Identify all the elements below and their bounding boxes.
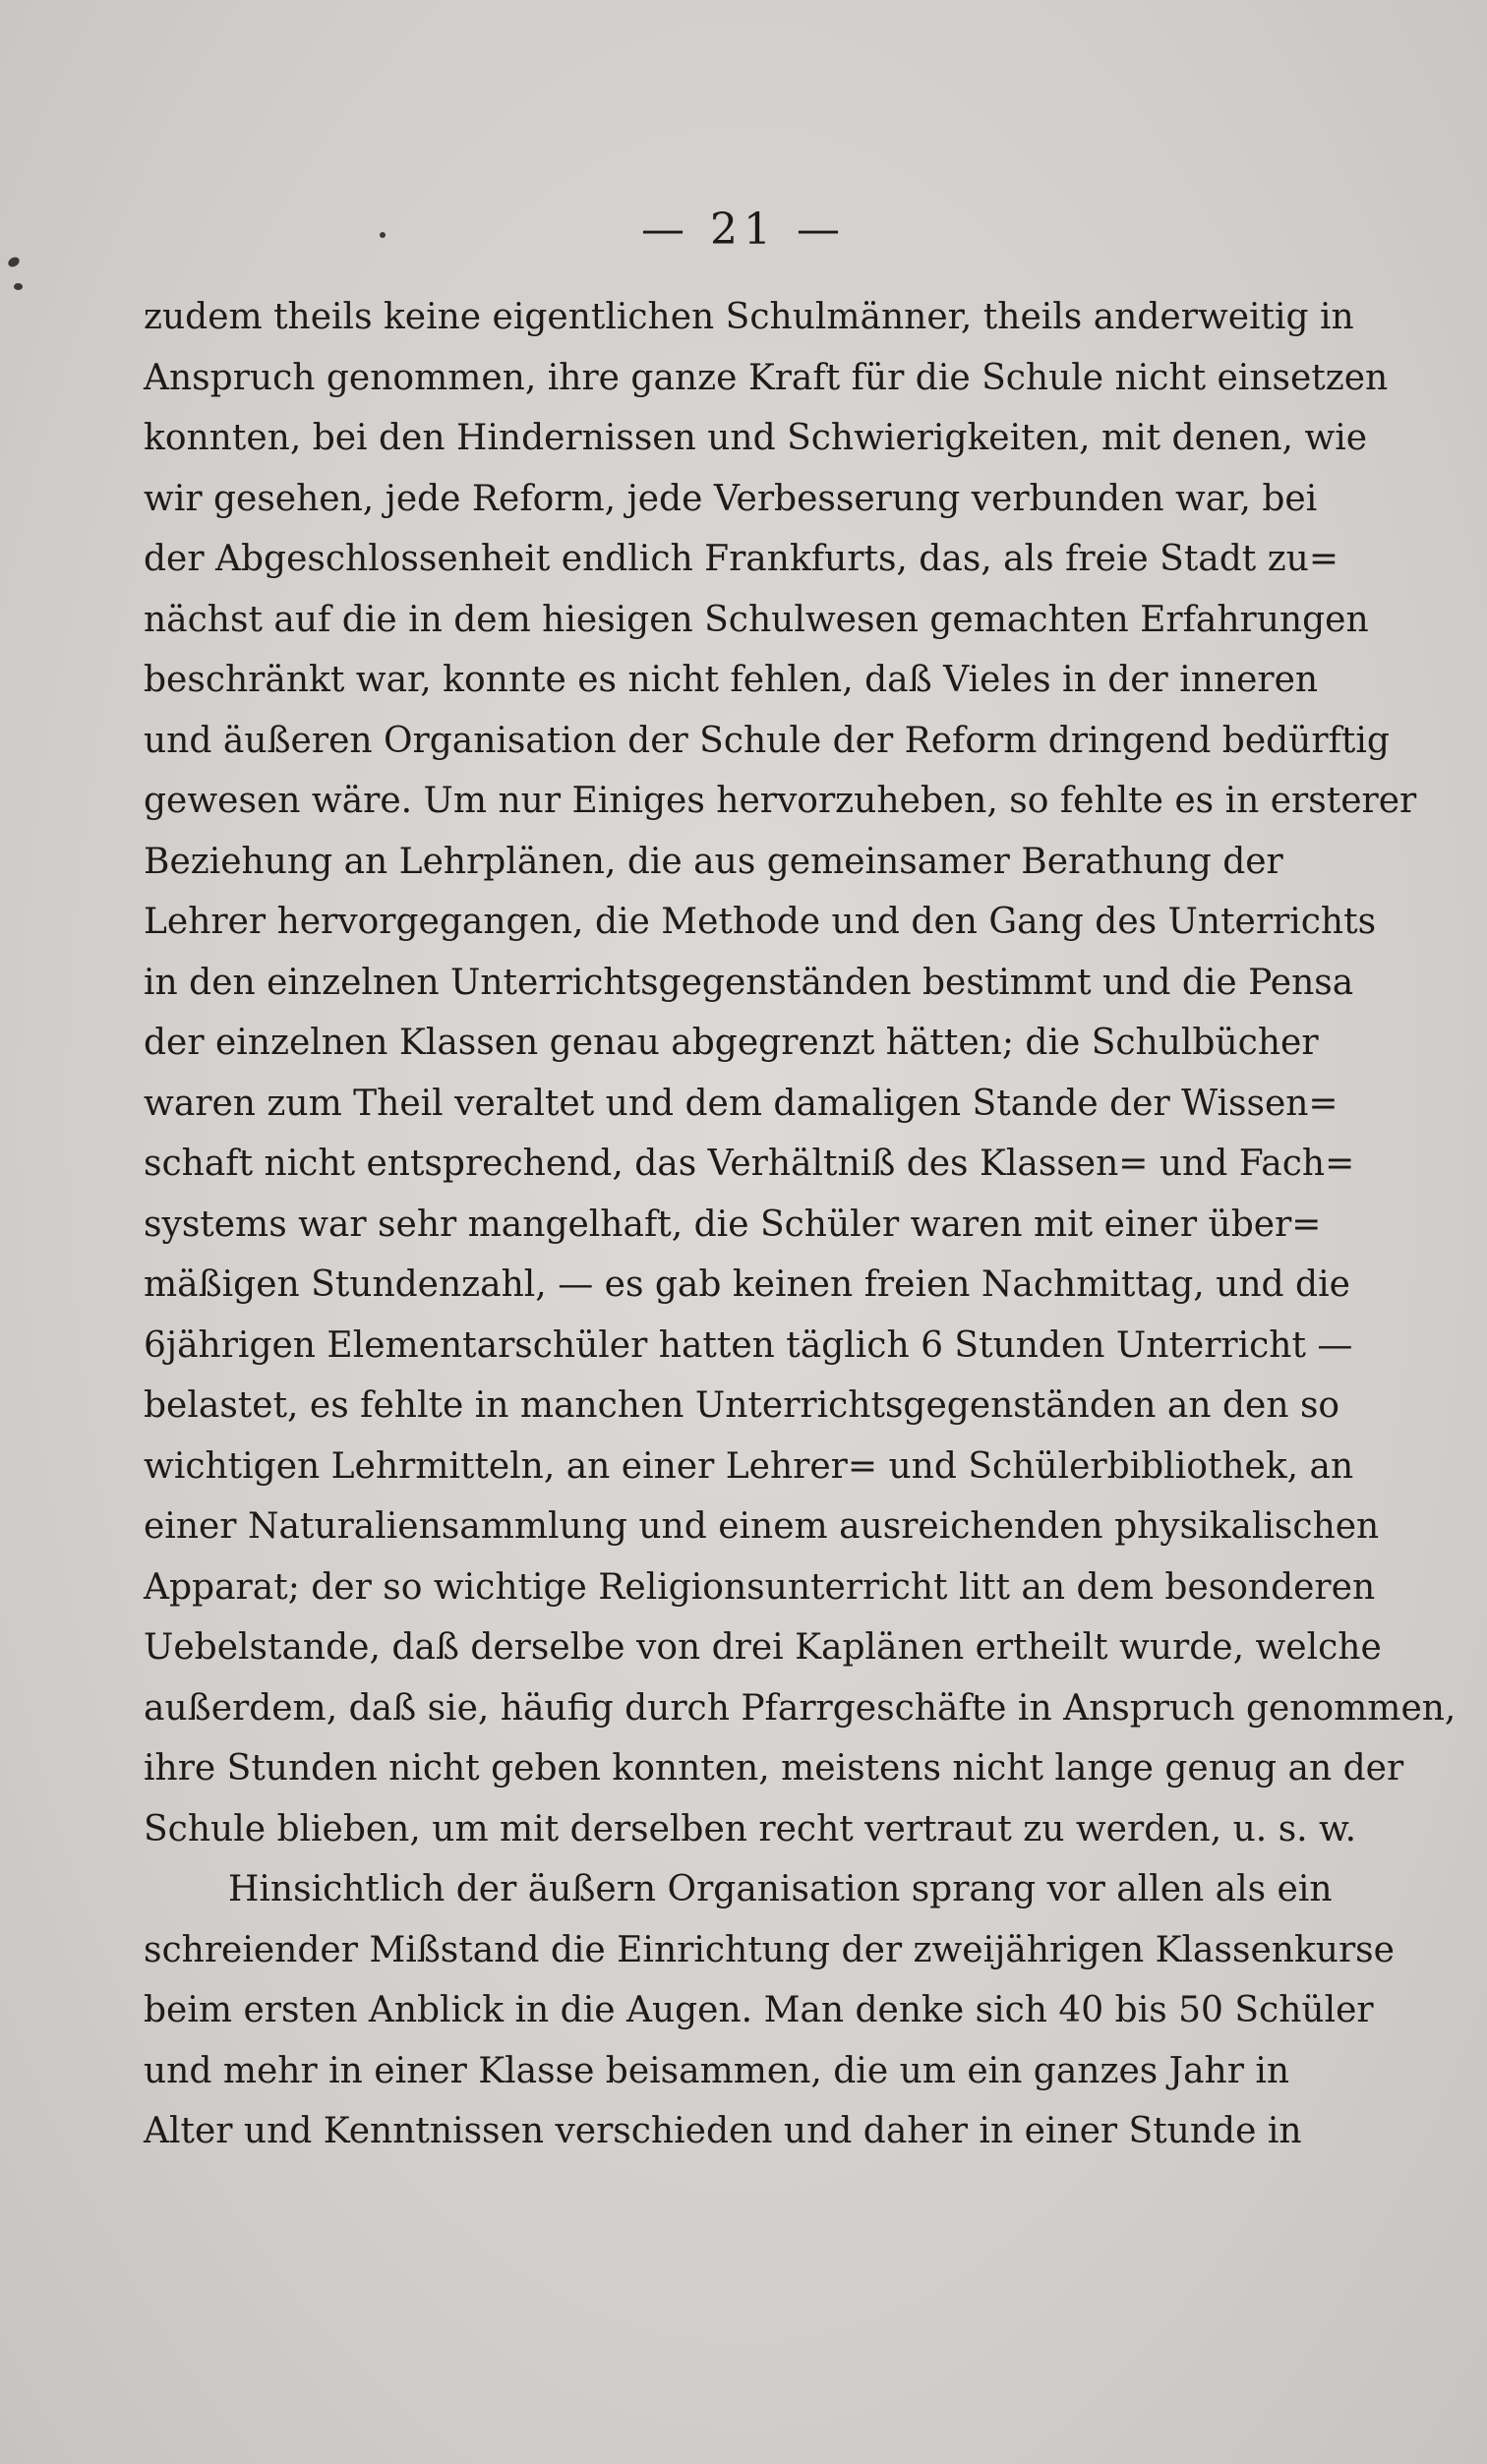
text-line: 6jährigen Elementarschüler hatten täglich 6 Stunden Unterricht — xyxy=(144,1324,1353,1366)
text-line: schreiender Mißstand die Einrichtung der zweijährigen Klassenkurse xyxy=(144,1929,1395,1970)
text-line: der Abgeschlossenheit endlich Frankfurts, das, als freie Stadt zu= xyxy=(144,539,1339,579)
text-line: wichtigen Lehrmitteln, an einer Lehrer= und Schülerbibliothek, an xyxy=(144,1445,1354,1487)
text-line: außerdem, daß sie, häufig durch Pfarrgeschäfte in Anspruch genommen, xyxy=(144,1687,1457,1729)
text-line: Beziehung an Lehrplänen, die aus gemeinsamer Berathung der xyxy=(144,841,1283,882)
ink-speck xyxy=(14,283,23,290)
text-line: Anspruch genommen, ihre ganze Kraft für die Schule nicht einsetzen xyxy=(144,357,1389,398)
text-line: beim ersten Anblick in die Augen. Man denke sich 40 bis 50 Schüler xyxy=(144,1990,1374,2030)
text-line: Uebelstande, daß derselbe von drei Kaplänen ertheilt wurde, welche xyxy=(144,1627,1382,1668)
text-line: zudem theils keine eigentlichen Schulmänner, theils anderweitig in xyxy=(144,297,1354,337)
ink-speck xyxy=(7,256,22,269)
paragraph xyxy=(144,287,1457,1859)
text-line: Hinsichtlich der äußern Organisation sprang vor allen als ein xyxy=(228,1869,1333,1909)
text-line: Lehrer hervorgegangen, die Methode und den Gang des Unterrichts xyxy=(144,902,1377,942)
text-line: systems war sehr mangelhaft, die Schüler waren mit einer über= xyxy=(144,1203,1322,1245)
text-line: wir gesehen, jede Reform, jede Verbesserung verbunden war, bei xyxy=(144,478,1318,519)
text-line: nächst auf die in dem hiesigen Schulwesen gemachten Erfahrungen xyxy=(144,599,1369,640)
text-line: waren zum Theil veraltet und dem damaligen Stande der Wissen= xyxy=(144,1083,1338,1124)
page-number-header: — 21 — xyxy=(641,205,846,255)
text-line: beschränkt war, konnte es nicht fehlen, daß Vieles in der inneren xyxy=(144,660,1319,700)
text-line: konnten, bei den Hindernissen und Schwierigkeiten, mit denen, wie xyxy=(144,418,1368,458)
text-line: der einzelnen Klassen genau abgegrenzt hätten; die Schulbücher xyxy=(144,1023,1319,1063)
body-text xyxy=(144,287,1457,2162)
text-line: einer Naturaliensammlung und einem ausreichenden physikalischen xyxy=(144,1506,1380,1547)
paragraph xyxy=(144,1859,1395,2162)
text-line: belastet, es fehlte in manchen Unterrichtsgegenständen an den so xyxy=(144,1385,1340,1426)
text-line: mäßigen Stundenzahl, — es gab keinen freien Nachmittag, und die xyxy=(144,1264,1350,1305)
text-line: schaft nicht entsprechend, das Verhältniß des Klassen= und Fach= xyxy=(144,1144,1355,1184)
text-line: in den einzelnen Unterrichtsgegenständen bestimmt und die Pensa xyxy=(144,962,1354,1003)
text-line: Alter und Kenntnissen verschieden und daher in einer Stunde in xyxy=(144,2111,1302,2151)
text-line: Apparat; der so wichtige Religionsunterricht litt an dem besonderen xyxy=(144,1566,1376,1608)
text-line: gewesen wäre. Um nur Einiges hervorzuheben, so fehlte es in ersterer xyxy=(144,781,1417,821)
text-line: ihre Stunden nicht geben konnten, meistens nicht lange genug an der xyxy=(144,1748,1404,1789)
text-line: und äußeren Organisation der Schule der Reform dringend bedürftig xyxy=(144,720,1390,761)
text-line: und mehr in einer Klasse beisammen, die um ein ganzes Jahr in xyxy=(144,2050,1290,2091)
text-line: Schule blieben, um mit derselben recht vertraut zu werden, u. s. w. xyxy=(144,1808,1357,1849)
